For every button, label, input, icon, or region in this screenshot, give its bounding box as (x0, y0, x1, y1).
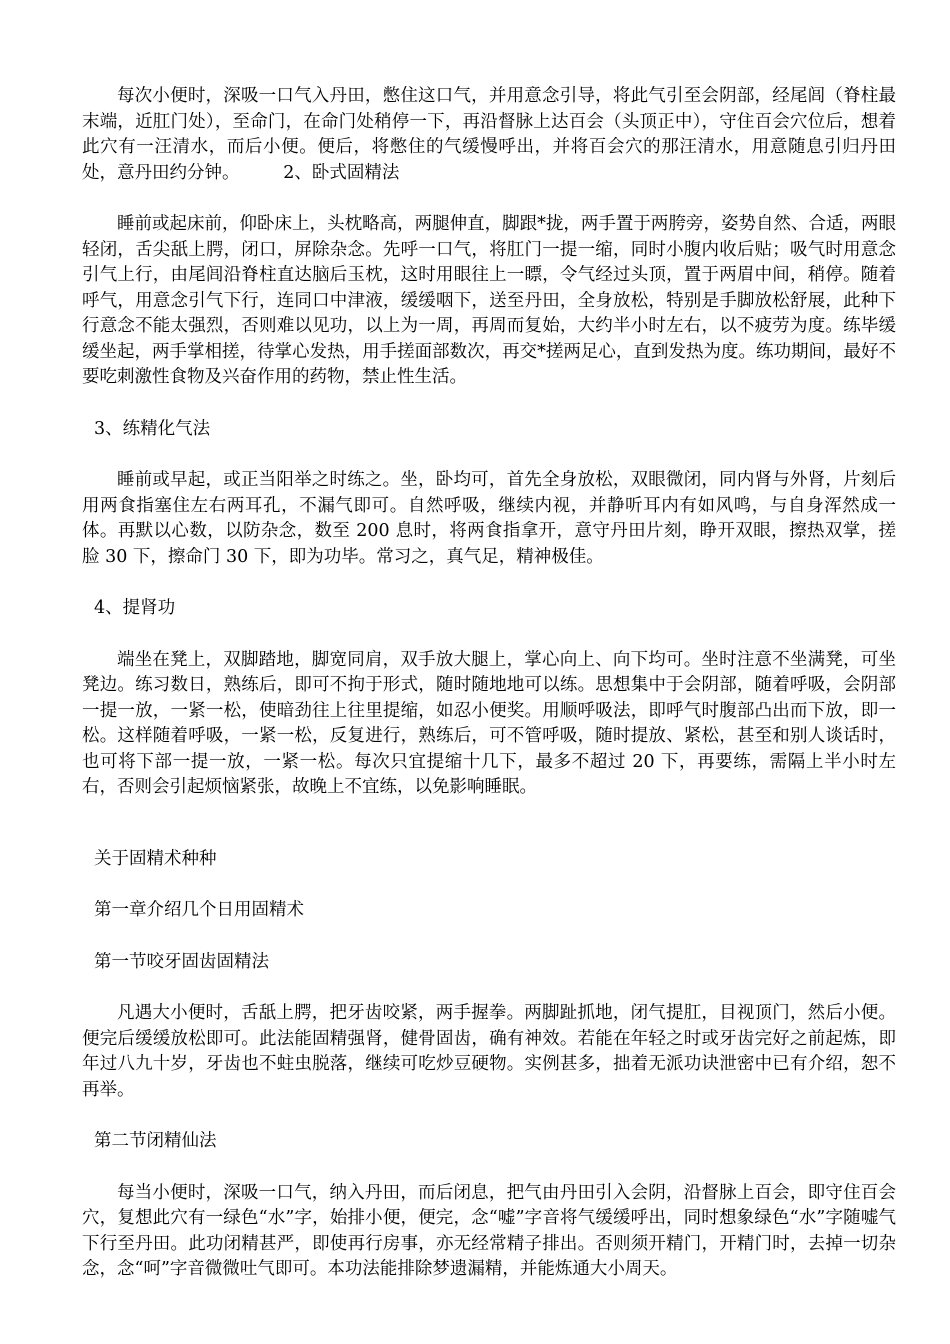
spacer (82, 1103, 896, 1129)
spacer (82, 391, 896, 417)
spacer (82, 1155, 896, 1181)
spacer (82, 442, 896, 468)
paragraph-teeth-clench: 凡遇大小便时，舌舐上腭，把牙齿咬紧，两手握拳。两脚趾抓地，闭气提肛，目视顶门，然后小便。便完后缓缓放松即可。此法能固精强肾，健骨固齿，确有神效。若能在年轻之时或牙齿完好之前起炼，即年过八九十岁，牙齿也不蛀虫脱落，继续可吃炒豆硬物。实例甚多，拙着无派功诀泄密中已有介绍，恕不再举。 (82, 1003, 896, 1100)
paragraph-kidney-lift: 端坐在凳上，双脚踏地，脚宽同肩，双手放大腿上，掌心向上、向下均可。坐时注意不坐满凳，可坐凳边。练习数日，熟练后，即可不拘于形式，随时随地地可以练。思想集中于会阴部，随着呼吸，会阴部一提一放，一紧一松，使暗劲往上往里提缩，如忍小便奖。用顺呼吸法，即呼气时腹部凸出而下放，即一松。这样随着呼吸，一紧一松，反复进行，熟练后，可不管呼吸，随时提放、紧松，甚至和别人谈话时，也可将下部一提一放，一紧一松。每次只宜提缩十几下，最多不超过 20 下，再要练，需隔上半小时左右，否则会引起烦恼紧张，故晚上不宜练，以免影响睡眠。 (82, 649, 896, 797)
heading-section-title: 关于固精术种种 (94, 848, 217, 869)
spacer (82, 872, 896, 898)
heading-refine-essence: 3、练精化气法 (94, 418, 211, 439)
spacer (82, 924, 896, 950)
spacer (82, 570, 896, 596)
heading-chapter-one: 第一章介绍几个日用固精术 (94, 900, 304, 920)
heading-section-one: 第一节咬牙固齿固精法 (94, 951, 269, 972)
paragraph-lying-method: 睡前或起床前，仰卧床上，头枕略高，两腿伸直，脚跟*拢，两手置于两胯旁，姿势自然、合适，两眼轻闭，舌尖舐上腭，闭口，屏除杂念。先呼一口气，将肛门一提一缩，同时小腹内收后贴；吸气时用意念引气上行，由尾闾沿脊柱直达脑后玉枕，这时用眼往上一瞟，令气经过头顶，置于两眉中间，稍停。随着呼气，用意念引气下行，连同口中津液，缓缓咽下，送至丹田，全身放松，特别是手脚放松舒展，此种下行意念不能太强烈，否则难以见功，以上为一周，再周而复始，大约半小时左右，以不疲劳为度。练毕缓缓坐起，两手掌相搓，待掌心发热，用手搓面部数次，再交*搓两足心，直到发热为度。练功期间，最好不要吃刺激性食物及兴奋作用的药物，禁止性生活。 (82, 214, 896, 387)
spacer (82, 186, 896, 212)
heading-section-two: 第二节闭精仙法 (94, 1131, 217, 1151)
heading-kidney-lift: 4、提肾功 (94, 598, 176, 618)
document-page (82, 84, 896, 1283)
spacer (82, 801, 896, 847)
paragraph-refine-essence: 睡前或早起，或正当阳举之时练之。坐，卧均可，首先全身放松，双眼微闭，同内肾与外肾，片刻后用两食指塞住左右两耳孔，不漏气即可。自然呼吸，继续内视，并静听耳内有如风鸣，与自身浑然成一体。再默以心数，以防杂念，数至 200 息时，将两食指拿开，意守丹田片刻，睁开双眼，擦热双掌，搓脸 30 下，擦命门 30 下，即为功毕。常习之，真气足，精神极佳。 (82, 470, 896, 567)
paragraph-close-essence: 每当小便时，深吸一口气，纳入丹田，而后闭息，把气由丹田引入会阴，沿督脉上百会，即守住百会穴，复想此穴有一绿色“水”字，始排小便，便完，念“嘘”字音将气缓缓呼出，同时想象绿色“水”字随嘘气下行至丹田。此功闭精甚严，即使再行房事，亦无经常精子排出。否则须开精门，开精门时，去掉一切杂念，念“呵”字音微微吐气即可。本功法能排除梦遗漏精，并能炼通大小周天。 (82, 1182, 896, 1279)
paragraph-urination-method: 每次小便时，深吸一口气入丹田，憋住这口气，并用意念引导，将此气引至会阴部，经尾闾（脊柱最末端，近肛门处），至命门，在命门处稍停一下，再沿督脉上达百会（头顶正中），守住百会穴位后，想着此穴有一汪清水，而后小便。便后，将憋住的气缓慢呼出，并将百会穴的那汪清水，用意随息引归丹田处，意丹田约分钟。 2、卧式固精法 (82, 86, 896, 183)
spacer (82, 622, 896, 648)
spacer (82, 975, 896, 1001)
